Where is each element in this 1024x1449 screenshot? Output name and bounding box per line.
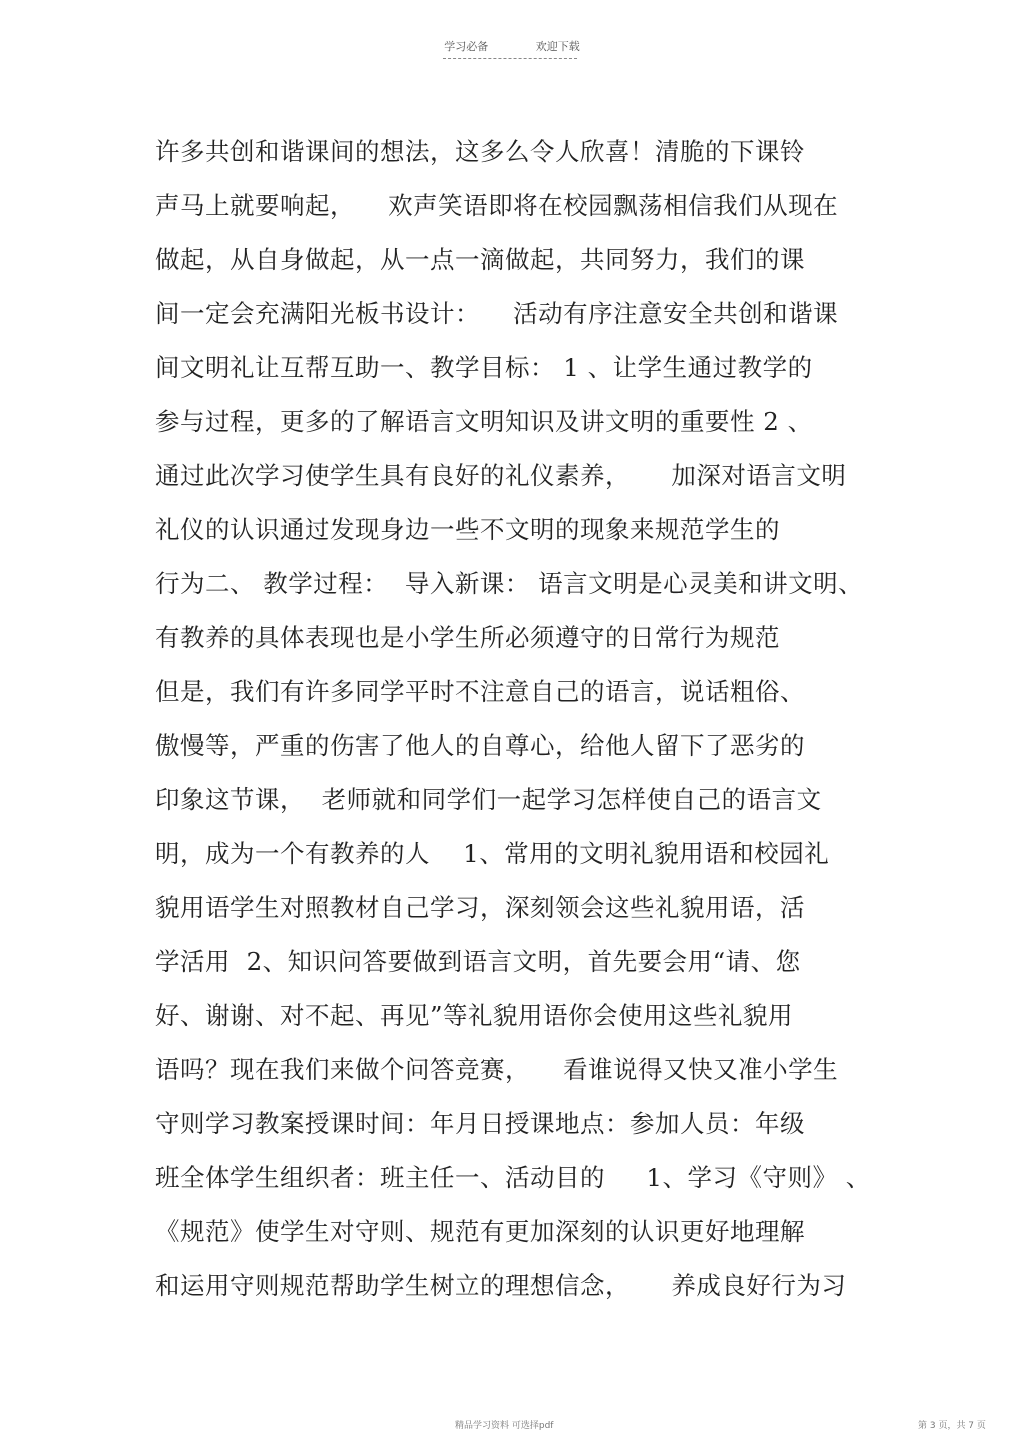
text-line: 印象这节课， 老师就和同学们一起学习怎样使自己的语言文	[155, 785, 822, 814]
footer-left-text: 精品学习资料 可选择pdf	[455, 1421, 554, 1431]
text-line: 参与过程，更多的了解语言文明知识及讲文明的重要性 2 、	[155, 407, 813, 436]
footer-page-number: 第 3 页，共 7 页	[918, 1421, 986, 1431]
text-line: 许多共创和谐课间的想法，这多么令人欣喜！清脆的下课铃	[155, 137, 805, 166]
text-line: 和运用守则规范帮助学生树立的理想信念， 养成良好行为习	[155, 1271, 847, 1300]
text-line: 做起，从自身做起，从一点一滴做起，共同努力，我们的课	[155, 245, 805, 274]
page-header	[0, 38, 1024, 54]
text-line: 明，成为一个有教养的人 1、常用的文明礼貌用语和校园礼	[155, 839, 830, 868]
text-line: 间文明礼让互帮互助一、教学目标： 1 、让学生通过教学的	[155, 353, 813, 382]
text-line: 有教养的具体表现也是小学生所必须遵守的日常行为规范	[155, 623, 780, 652]
text-line: 《规范》使学生对守则、规范有更加深刻的认识更好地理解	[155, 1217, 805, 1246]
text-line: 貌用语学生对照教材自己学习，深刻领会这些礼貌用语，活	[155, 893, 805, 922]
header-right-text: 欢迎下载	[535, 40, 580, 53]
text-line: 礼仪的认识通过发现身边一些不文明的现象来规范学生的	[155, 515, 780, 544]
text-line: 行为二、 教学过程： 导入新课： 语言文明是心灵美和讲文明、	[155, 569, 864, 598]
text-line: 语吗？现在我们来做个问答竞赛， 看谁说得又快又准小学生	[155, 1055, 839, 1084]
header-left-text: 学习必备	[444, 40, 489, 53]
body-text	[155, 132, 885, 1320]
text-line: 学活用 2、知识问答要做到语言文明，首先要会用“请、您	[155, 947, 801, 976]
text-line: 班全体学生组织者：班主任一、活动目的 1、学习《守则》 、	[155, 1163, 871, 1192]
text-line: 但是，我们有许多同学平时不注意自己的语言，说话粗俗、	[155, 677, 805, 706]
text-line: 傲慢等，严重的伤害了他人的自尊心，给他人留下了恶劣的	[155, 731, 805, 760]
text-line: 间一定会充满阳光板书设计： 活动有序注意安全共创和谐课	[155, 299, 839, 328]
header-dashed-rule	[443, 58, 577, 59]
text-line: 通过此次学习使学生具有良好的礼仪素养， 加深对语言文明	[155, 461, 847, 490]
text-line: 守则学习教案授课时间：年月日授课地点：参加人员：年级	[155, 1109, 805, 1138]
text-line: 声马上就要响起， 欢声笑语即将在校园飘荡相信我们从现在	[155, 191, 839, 220]
text-line: 好、谢谢、对不起、再见”等礼貌用语你会使用这些礼貌用	[155, 1001, 794, 1030]
